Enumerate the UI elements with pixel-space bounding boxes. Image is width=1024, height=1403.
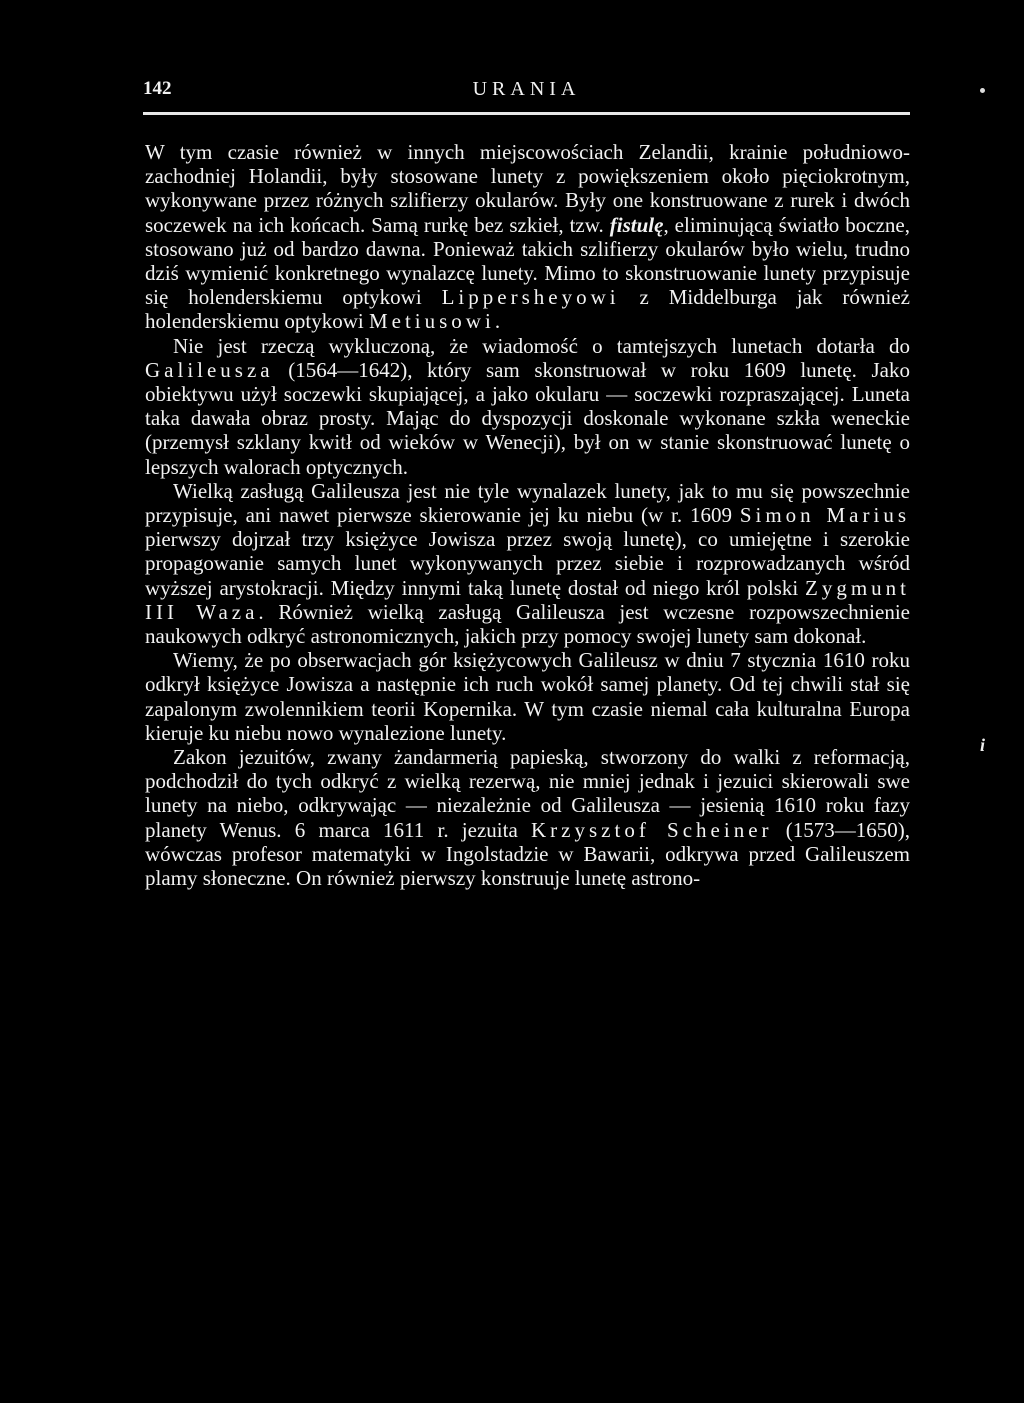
- running-header: [143, 78, 910, 106]
- margin-dot: [980, 88, 985, 93]
- spaced-name: Simon Marius: [739, 503, 910, 528]
- paragraph: Wielką zasługą Galileusza jest nie tyle wynalazek lunety, jak to mu się powszechnie przypisuje, ani nawet pierwsze skierowanie jej ku niebu (w r. 1609 Simon Marius pierwszy dojrzał trzy księżyce Jowisza przez swoją lunetę), co umiejętne i szerokie propagowanie samych lunet wykonywanych przez siebie i rozprowadzanych wśród wyższej arystokracji. Między innymi taką lunetę dostał od niego król polski Zygmunt III Waza. Również wielką zasługą Galileusza jest wczesne rozpowszechnienie naukowych odkryć astronomicznych, jakich przy pomocy swojej lunety sam dokonał.: [145, 478, 910, 649]
- spaced-name: Zygmunt III Waza: [145, 575, 910, 624]
- article-body: [145, 140, 910, 890]
- running-title: URANIA: [472, 78, 581, 100]
- spaced-name: Galileusza: [145, 357, 274, 382]
- header-rule: [143, 112, 910, 115]
- italic-term: fistulę: [609, 212, 664, 237]
- paragraph: Zakon jezuitów, zwany żandarmerią papieską, stworzony do walki z reformacją, podchodził do tych odkryć z wielką rezerwą, nie mniej jednak i jezuici skierowali swe lunety na niebo, odkrywając — niezależnie od Galileusza — jesienią 1610 roku fazy planety Wenus. 6 marca 1611 r. jezuita Krzysztof Scheiner (1573—1650), wówczas profesor matematyki w Ingolstadzie w Bawarii, odkrywa przed Galileuszem plamy słoneczne. On również pierwszy konstruuje lunetę astrono-: [145, 745, 911, 891]
- spaced-name: Metiusowi: [368, 309, 495, 334]
- paragraph: Wiemy, że po obserwacjach gór księżycowych Galileusz w dniu 7 stycznia 1610 roku odkrył księżyce Jowisza a następnie ich ruch wokół samej planety. Od tej chwili stał się zapalonym zwolennikiem teorii Kopernika. W tym czasie niemal cała kulturalna Europa kieruje ku niebu nowo wynalezione lunety.: [145, 648, 910, 745]
- margin-mark: i: [980, 735, 986, 755]
- paragraph: W tym czasie również w innych miejscowościach Zelandii, krainie południowo-zachodniej Holandii, były stosowane lunety z powiększeniem około pięciokrotnym, wykonywane przez różnych szlifierzy okularów. Były one konstruowane z rurek i dwóch soczewek na ich końcach. Samą rurkę bez szkieł, tzw. fistulę, eliminującą światło boczne, stosowano już od bardzo dawna. Ponieważ takich szlifierzy okularów było wielu, trudno dziś wymienić konkretnego wynalazcę lunety. Mimo to skonstruowanie lunety przypisuje się holenderskiemu optykowi Lippersheyowi z Middelburga jak również holenderskiemu optykowi Metiusowi.: [145, 140, 910, 334]
- page-number: 142: [143, 78, 172, 99]
- paragraph: Nie jest rzeczą wykluczoną, że wiadomość o tamtejszych lunetach dotarła do Galileusza (1564—1642), który sam skonstruował w roku 1609 lunetę. Jako obiektywu użył soczewki skupiającej, a jako okularu — soczewki rozpraszającej. Luneta taka dawała obraz prosty. Mając do dyspozycji doskonale wykonane szkła weneckie (przemysł szklany kwitł od wieków w Wenecji), był on w stanie skonstruować lunetę o lepszych walorach optycznych.: [145, 333, 910, 479]
- spaced-name: Krzysztof Scheiner: [531, 817, 773, 842]
- spaced-name: Lippersheyowi: [441, 285, 620, 310]
